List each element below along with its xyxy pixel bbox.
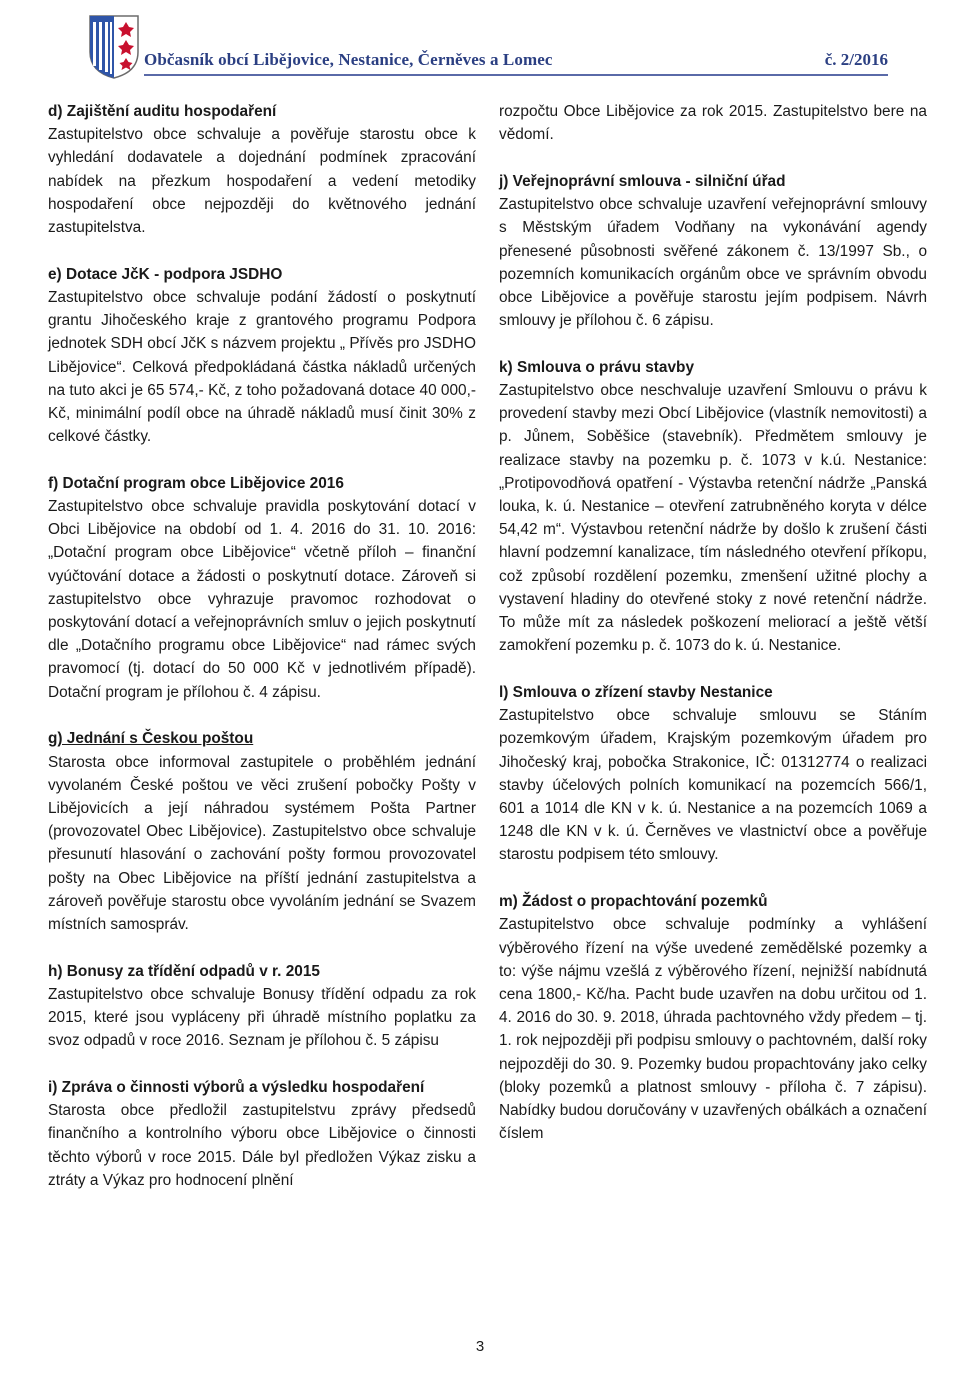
page-number: 3: [475, 1338, 485, 1355]
section-body: Starosta obce předložil zastupitelstvu zprávy předsedů finančního a kontrolního výboru obce Libějovice o činnosti těchto výborů v roce 2015. Dále byl předložen Výkaz zisku a ztráty a Výkaz pro hodnocení plnění: [48, 1102, 476, 1189]
left-column: [48, 100, 476, 1216]
section-waste-bonus: [48, 960, 476, 1053]
section-grant-jsdho: [48, 263, 476, 449]
right-column: [499, 100, 927, 1169]
section-building-right: [499, 356, 927, 658]
section-body: Zastupitelstvo obce schvaluje uzavření veřejnoprávní smlouvy s Městským úřadem Vodňany na vykonávání agendy přenesené působnosti svěřené zákonem č. 13/1997 Sb., o pozemních komunikacích orgánům obce ve správním obvodu obce Libějovice a pověřuje starostu jejím podpisem. Návrh smlouvy je přílohou č. 6 zápisu.: [499, 196, 927, 330]
section-title: k) Smlouva o právu stavby: [499, 358, 695, 376]
municipal-crest-icon: [88, 14, 140, 80]
page-header: [88, 14, 888, 86]
section-title: f) Dotační program obce Libějovice 2016: [48, 474, 344, 492]
section-body: Zastupitelstvo obce schvaluje podání žádostí o poskytnutí grantu Jihočeského kraje z grantového programu Podpora jednotek SDH obcí JčK s názvem projektu „ Přívěs pro JSDHO Libějovice“. Celková předpokládaná částka nákladů určených na tuto akci je 65 574,- Kč, z toho požadovaná dotace 40 000,- Kč, minimální podíl obce na úhradě nákladů musí činit 30% z celkové částky.: [48, 288, 476, 446]
section-body: rozpočtu Obce Libějovice za rok 2015. Zastupitelstvo bere na vědomí.: [499, 103, 927, 144]
section-title: m) Žádost o propachtování pozemků: [499, 893, 768, 911]
section-title: g) Jednání s Českou poštou: [48, 730, 254, 748]
section-public-contract: [499, 170, 927, 332]
section-continuation: [499, 100, 927, 146]
section-title: l) Smlouva o zřízení stavby Nestanice: [499, 683, 773, 701]
section-audit: [48, 100, 476, 239]
section-body: Starosta obce informoval zastupitele o proběhlém jednání vyvolaném České poštou ve věci zrušení pobočky Pošty v Libějovicích a její náhradou systémem Pošta Partner (provozovatel Obec Libějovice). Zastupitelstvo obce schvaluje přesunutí hlasování o zachování pošty formou provozovatel pošty na Obec Libějovice na příští jednání zastupitelstva a zároveň pověřuje starostu obce vyvoláním jednání se Svazem místních samospráv.: [48, 753, 476, 933]
section-body: Zastupitelstvo obce schvaluje smlouvu se Stáním pozemkovým úřadem, Krajským pozemkovým úřadem pro Jihočeský kraj, pobočka Strakonice, IČ: 01312774 o realizaci stavby účelových polních komunikací na pozemcích 566/1, 601 a 1014 dle KN v k. ú. Nestanice a na pozemcích 1069 a 1248 dle KN v k. ú. Černěves ve vlastnictví obce a pověřuje starostu podpisem této smlouvy.: [499, 707, 927, 864]
section-post-office: [48, 727, 476, 936]
section-title: e) Dotace JčK - podpora JSDHO: [48, 265, 283, 283]
section-title: i) Zpráva o činnosti výborů a výsledku hospodaření: [48, 1079, 425, 1097]
header-divider: [144, 74, 888, 76]
section-construction-nestanice: [499, 681, 927, 867]
section-body: Zastupitelstvo obce neschvaluje uzavření Smlouvu o právu k provedení stavby mezi Obcí Libějovice (vlastník nemovitosti) a p. Jůnem, Soběšice (stavebník). Předmětem smlouvy je realizace stavby na pozemku p. č. 1073 v k.ú. Nestanice: „Protipovodňová opatření - Výstavba retenční nádrže „Panská louka, k. ú. Nestanice – otevření zatrubněného koryta v délce 54,42 m“. Výstavbou retenční nádrže by došlo k zrušení části hlavní podzemní kanalizace, tím následného otevření příkopu, což způsobí rozdělení pozemku, zmenšení užitné plochy a vystavení hladiny do otevřené stoky z nové retenční nádrže. To může mít za následek poškození meliorací a ještě větší zamokření pozemku p. č. 1073 do k. ú. Nestanice.: [499, 382, 927, 655]
section-body: Zastupitelstvo obce schvaluje Bonusy třídění odpadu za rok 2015, které jsou vypláceny při úhradě místního poplatku za svoz odpadů v roce 2016. Seznam je přílohou č. 5 zápisu: [48, 985, 476, 1050]
section-body: Zastupitelstvo obce schvaluje podmínky a vyhlášení výběrového řízení na výše uvedené zemědělské pozemky a to: výše nájmu vzešlá z výběrového řízení, nejnižší nabídnutá cena 1800,- Kč/ha. Pacht bude uzavřen na dobu určitou od 1. 4. 2016 do 30. 9. 2018, úhrada pachtovného vždy předem – tj. 1. rok nejpozději při podpisu smlouvy o pachtovném, další roky nejpozději do 30. 9. Pozemky budou propachtovány jako celky (bloky pozemků a platnost smlouvy - příloha č. 7 zápisu). Nabídky budou doručovány v uzavřených obálkách a označení číslem: [499, 916, 927, 1143]
section-title: h) Bonusy za třídění odpadů v r. 2015: [48, 962, 320, 980]
section-grant-program: [48, 472, 476, 704]
issue-number: č. 2/2016: [824, 50, 888, 69]
section-land-lease: [499, 890, 927, 1145]
section-title: j) Veřejnoprávní smlouva - silniční úřad: [499, 172, 786, 190]
section-title: d) Zajištění auditu hospodaření: [48, 103, 277, 120]
section-committee-report: [48, 1076, 476, 1192]
section-body: Zastupitelstvo obce schvaluje a pověřuje starostu obce k vyhledání dodavatele a dojednání podmínek zpracování nabídek na přezkum hospodaření a vedení metodiky hospodaření obce nejpozději do květnového jednání zastupitelstva.: [48, 126, 476, 237]
newsletter-title: Občasník obcí Libějovice, Nestanice, Černěves a Lomec: [144, 50, 553, 69]
section-body: Zastupitelstvo obce schvaluje pravidla poskytování dotací v Obci Libějovice na období od 1. 4. 2016 do 31. 10. 2016: „Dotační program obce Libějovice“ včetně příloh – finanční vyúčtování dotace a žádosti o poskytnutí dotace. Zároveň si zastupitelstvo obce vyhrazuje pravomoc rozhodovat o poskytování dotací a veřejnoprávních smluv o jejich poskytnutí dle „Dotačního programu obce Libějovice“ nad rámec svých pravomocí (tj. dotací do 50 000 Kč v jednotlivém případě). Dotační program je přílohou č. 4 zápisu.: [48, 498, 476, 701]
